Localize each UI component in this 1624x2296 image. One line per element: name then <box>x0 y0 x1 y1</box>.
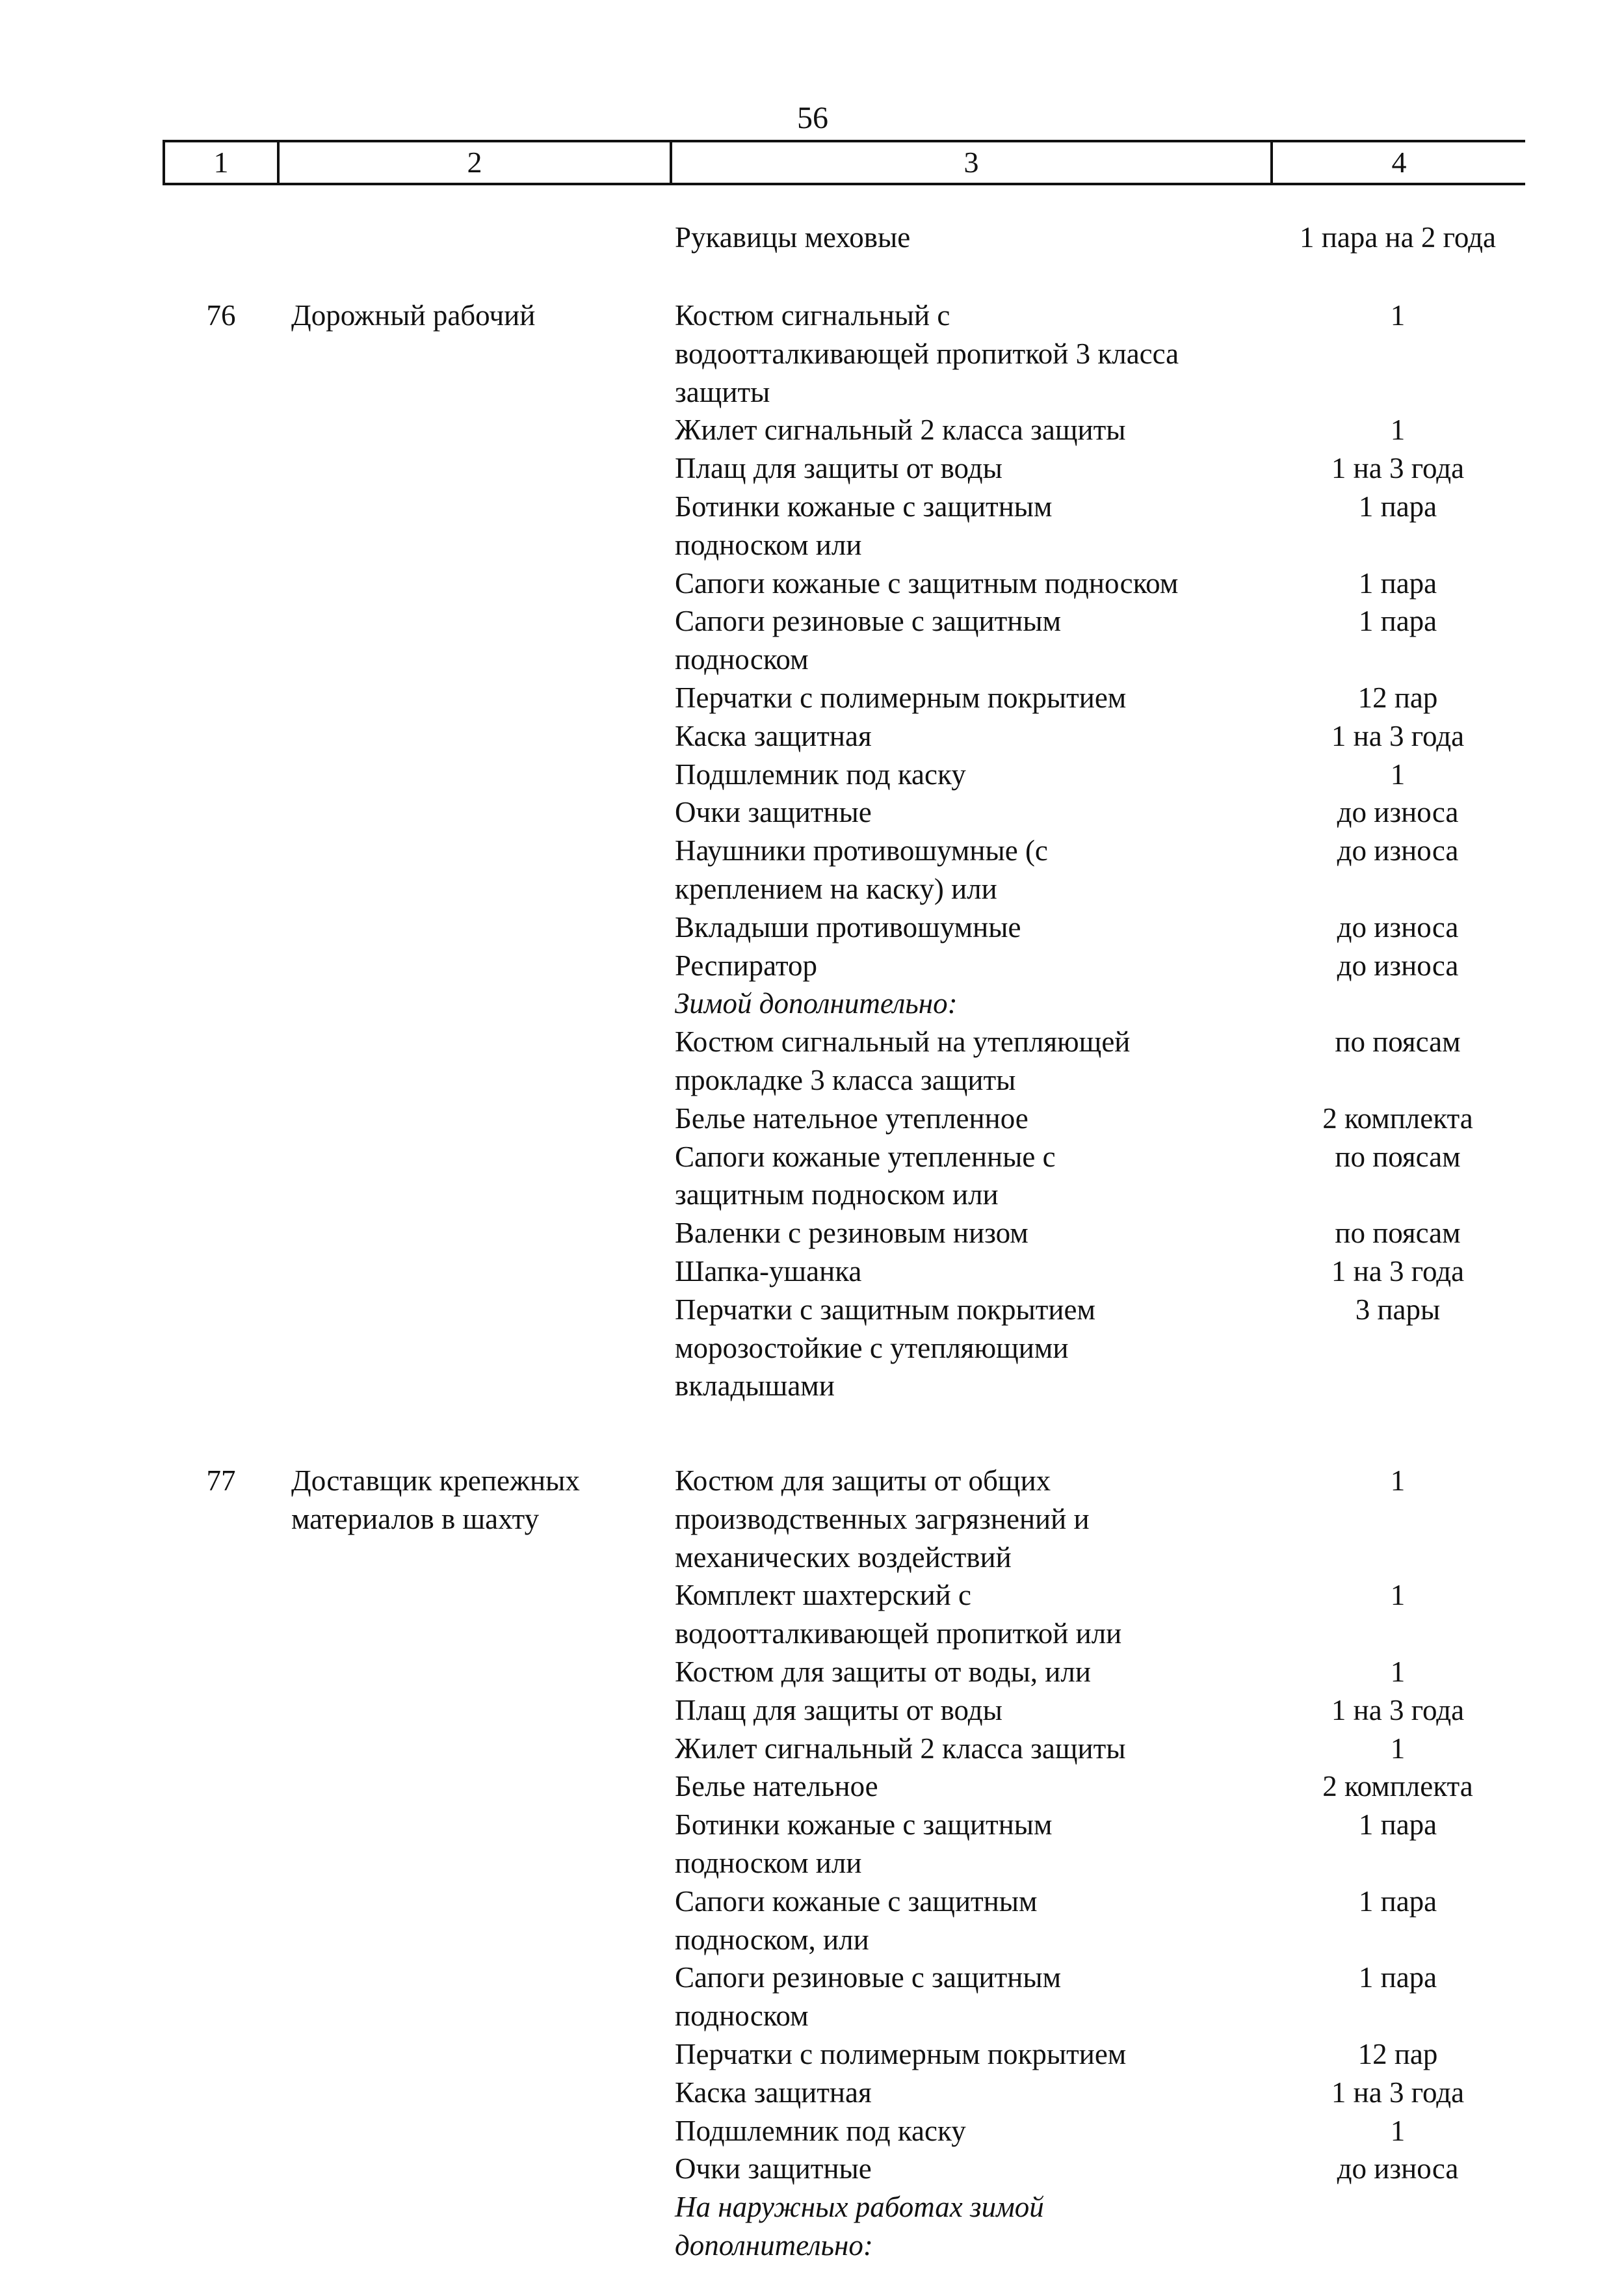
issue-norm: 12 пар <box>1357 681 1438 714</box>
issue-norm: до износа <box>1337 2152 1459 2185</box>
issue-norm: 1 <box>1390 414 1406 447</box>
ppe-item: водоотталкивающей пропиткой 3 класса <box>675 337 1179 370</box>
position-name: материалов в шахту <box>291 1502 540 1535</box>
ppe-item: Сапоги кожаные с защитным <box>675 1884 1038 1918</box>
issue-norm: 1 <box>1390 2114 1406 2147</box>
ppe-item: креплением на каску) или <box>675 873 997 905</box>
ppe-item: Респиратор <box>675 949 818 982</box>
ppe-item: Перчатки с защитным покрытием <box>675 1293 1095 1326</box>
ppe-item: подноском <box>675 643 809 676</box>
position-name: Доставщик крепежных <box>291 1464 580 1497</box>
ppe-item: прокладке 3 класса защиты <box>675 1064 1016 1096</box>
issue-norm: до износа <box>1337 949 1459 982</box>
ppe-item: подноском <box>675 1999 809 2033</box>
issue-norm: 1 на 3 года <box>1331 1255 1465 1287</box>
ppe-item: защитным подноском или <box>675 1178 999 1211</box>
issue-norm: 1 пара <box>1358 1808 1437 1841</box>
ppe-item: Рукавицы меховые <box>675 221 911 254</box>
issue-norm: до износа <box>1337 834 1459 867</box>
ppe-item: Плащ для защиты от воды <box>675 452 1002 485</box>
ppe-item: Очки защитные <box>675 2152 872 2185</box>
ppe-item: Костюм для защиты от воды, или <box>675 1656 1091 1688</box>
ppe-item: Костюм сигнальный на утепляющей <box>675 1025 1131 1059</box>
ppe-item: Костюм сигнальный с <box>675 299 950 332</box>
issue-norm: 1 <box>1390 299 1406 332</box>
issue-norm: 1 пара <box>1358 490 1437 523</box>
issue-norm: по поясам <box>1335 1140 1461 1173</box>
page-number: 56 <box>797 101 828 135</box>
section-note: На наружных работах зимой <box>675 2191 1044 2224</box>
issue-norm: 1 <box>1390 1579 1406 1612</box>
ppe-item: Плащ для защиты от воды <box>675 1693 1002 1726</box>
issue-norm: 3 пары <box>1355 1293 1441 1326</box>
issue-norm: 1 пара <box>1358 566 1437 600</box>
ppe-item: Сапоги резиновые с защитным <box>675 605 1062 638</box>
ppe-item: Белье нательное <box>675 1770 878 1803</box>
issue-norm: 2 комплекта <box>1322 1102 1473 1135</box>
ppe-item: Сапоги кожаные утепленные с <box>675 1140 1056 1173</box>
table-header <box>163 140 1525 185</box>
ppe-item: Ботинки кожаные с защитным <box>675 1808 1053 1841</box>
ppe-item: Перчатки с полимерным покрытием <box>675 2038 1127 2070</box>
ppe-item: Комплект шахтерский с <box>675 1579 971 1612</box>
issue-norm: 1 <box>1390 758 1406 791</box>
header-col-4: 4 <box>1391 146 1407 179</box>
issue-norm: 1 пара на 2 года <box>1300 221 1496 254</box>
ppe-item: морозостойкие с утепляющими <box>675 1331 1069 1364</box>
ppe-item: Шапка-ушанка <box>675 1255 862 1287</box>
ppe-item: Белье нательное утепленное <box>675 1102 1028 1135</box>
ppe-item: производственных загрязнений и <box>675 1502 1090 1535</box>
ppe-item: механических воздействий <box>675 1540 1012 1574</box>
issue-norm: до износа <box>1337 910 1459 943</box>
header-col-2: 2 <box>280 142 672 183</box>
ppe-item: Валенки с резиновым низом <box>675 1217 1028 1250</box>
issue-norm: 1 <box>1390 1464 1406 1497</box>
ppe-item: Очки защитные <box>675 796 872 829</box>
ppe-item: Костюм для защиты от общих <box>675 1464 1051 1497</box>
issue-norm: по поясам <box>1335 1217 1461 1250</box>
ppe-item: Перчатки с полимерным покрытием <box>675 681 1127 714</box>
ppe-item: Сапоги кожаные с защитным подноском <box>675 566 1179 600</box>
section-note: дополнительно: <box>675 2229 873 2262</box>
ppe-item: Жилет сигнальный 2 класса защиты <box>675 414 1126 447</box>
issue-norm: 1 пара <box>1358 605 1437 638</box>
row-number: 77 <box>206 1464 236 1497</box>
issue-norm: 1 пара <box>1358 1884 1437 1918</box>
issue-norm: 1 пара <box>1358 1961 1437 1994</box>
ppe-item: Сапоги резиновые с защитным <box>675 1961 1062 1994</box>
ppe-item: Вкладыши противошумные <box>675 910 1021 943</box>
issue-norm: 1 на 3 года <box>1331 719 1465 752</box>
position-name: Дорожный рабочий <box>291 299 536 332</box>
header-col-1: 1 <box>165 142 280 183</box>
ppe-item: Наушники противошумные (с <box>675 834 1048 867</box>
issue-norm: по поясам <box>1335 1025 1461 1059</box>
ppe-item: вкладышами <box>675 1369 835 1403</box>
ppe-item: защиты <box>675 375 770 408</box>
ppe-item: подноском или <box>675 1847 862 1879</box>
ppe-item: Каска защитная <box>675 2076 872 2109</box>
ppe-item: Жилет сигнальный 2 класса защиты <box>675 1732 1126 1765</box>
ppe-item: подноском или <box>675 528 862 561</box>
row-number: 76 <box>206 299 236 332</box>
header-col-3: 3 <box>672 142 1273 183</box>
issue-norm: 1 <box>1390 1732 1406 1765</box>
issue-norm: 2 комплекта <box>1322 1770 1473 1803</box>
issue-norm: 1 на 3 года <box>1331 452 1465 485</box>
section-note: Зимой дополнительно: <box>675 987 958 1020</box>
issue-norm: до износа <box>1337 796 1459 829</box>
ppe-item: Каска защитная <box>675 719 872 752</box>
ppe-item: Подшлемник под каску <box>675 758 966 791</box>
issue-norm: 12 пар <box>1357 2038 1438 2070</box>
ppe-item: подноском, или <box>675 1923 869 1956</box>
issue-norm: 1 на 3 года <box>1331 2076 1465 2109</box>
issue-norm: 1 на 3 года <box>1331 1693 1465 1726</box>
issue-norm: 1 <box>1390 1656 1406 1688</box>
ppe-item: Подшлемник под каску <box>675 2114 966 2147</box>
ppe-item: Ботинки кожаные с защитным <box>675 490 1053 523</box>
ppe-item: водоотталкивающей пропиткой или <box>675 1617 1122 1650</box>
